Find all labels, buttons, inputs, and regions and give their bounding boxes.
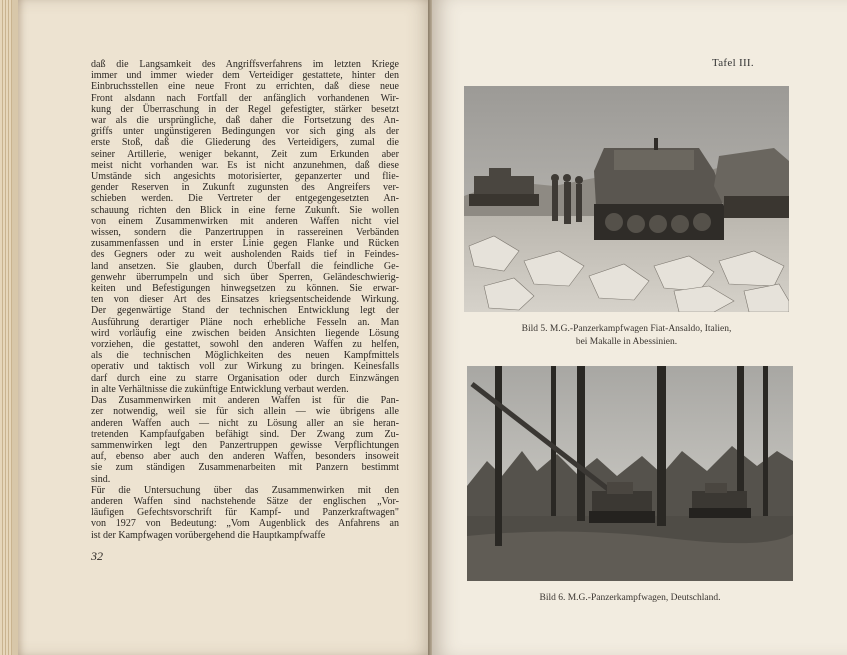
body-text-line: immer und immer wieder dem Verteidiger gestattete, hinter den: [91, 70, 399, 82]
body-text-line: Umstände sich angesichts motorisierter, gepanzerter und flie-: [91, 171, 399, 183]
body-text-line: schieben werden. Die Vertreter der entgegengesetzten An-: [91, 193, 399, 205]
body-text-line: vorziehen, die gestattet, sowohl den anderen Waffen zu helfen,: [91, 339, 399, 351]
body-text-line: wissen, sondern die Panzertruppen in rassereinen Verbänden: [91, 227, 399, 239]
page-number: 32: [91, 549, 103, 563]
body-text-line: sammenwirken legt den Panzertruppen gewisse Verpflichtungen: [91, 439, 399, 451]
body-text-line: sie zum ständigen Zusammenarbeiten mit Panzern bestimmt: [91, 462, 399, 474]
body-text-line: griffs unter ungünstigeren Bedingungen vor sich ging als der: [91, 126, 399, 138]
body-text-line: in alte Verhältnisse die zukünftige Entwicklung verbaut werden.: [91, 383, 349, 395]
body-text-line: Das Zusammenwirken mit anderen Waffen ist für die Pan-: [91, 395, 399, 407]
caption-figure-5: [464, 323, 789, 349]
body-text-line: daß die Langsamkeit des Angriffsverfahrens im letzten Kriege: [91, 59, 399, 70]
body-text-line: land ansetzen. Sie glauben, durch Überfall die feindliche Ge-: [91, 260, 399, 272]
body-text-line: von einem Zusammenwirken mit anderen Waffen nicht viel: [91, 215, 399, 227]
photo-tank-germany-image: [467, 366, 793, 581]
body-text-line: genwehr überrumpeln und sich über Sperren, Geländeschwierig-: [91, 271, 399, 283]
caption-figure-6: Bild 6. M.G.-Panzerkampfwagen, Deutschland.: [539, 593, 721, 603]
body-text-line: zer notwendig, weil sie für sich allein — wie übrigens alle: [91, 406, 399, 418]
caption-figure-5-line1: Bild 5. M.G.-Panzerkampfwagen Fiat-Ansaldo, Italien,: [521, 324, 732, 334]
photo-tank-italy: [464, 86, 789, 312]
body-text-line: Der gegenwärtige Stand der technischen Entwicklung legt der: [91, 305, 399, 317]
body-text-line: läufigen Gefechtsvorschrift für Kampf- und Panzerkraftwagen": [91, 507, 399, 519]
photo-tank-germany: [467, 366, 793, 581]
body-text-line: darf durch eine zu starre Organisation oder durch Einzwängen: [91, 372, 399, 384]
body-text-line: Für die Untersuchung über das Zusammenwirken mit den: [91, 484, 399, 496]
body-text-line: Front alsdann nach Fortfall der anfänglich vorhandenen Wir-: [91, 92, 399, 104]
body-text-line: anderen Waffen sind nachstehende Sätze der englischen „Vor-: [91, 495, 399, 507]
body-text-line: sind.: [91, 473, 111, 485]
plate-label: Tafel III.: [712, 57, 754, 69]
body-text-line: ist der Kampfwagen vorübergehend die Hauptkampfwaffe: [91, 529, 326, 541]
body-text-line: des Gegners oder zu weit ausholenden Raids tief in Feindes-: [91, 249, 399, 261]
body-text-line: gender Reserven in Zukunft zugunsten des Angreifers ver-: [91, 182, 399, 194]
body-text-line: zusammenfassen und in erster Linie gegen Flanke und Rücken: [91, 238, 399, 250]
body-text-line: seiner Artillerie, weniger bekannt, Zeit zum Erkunden aber: [91, 148, 399, 160]
body-text-line: Ausführung derartiger Pläne noch erhebliche Fesseln an. Man: [91, 316, 399, 328]
body-text-line: tretenden Kampfaufgaben befähigt sind. Der Zwang zum Zu-: [91, 428, 399, 440]
photo-tank-italy-image: [464, 86, 789, 312]
caption-figure-5-line2: bei Makalle in Abessinien.: [575, 337, 678, 347]
body-text: [91, 59, 399, 541]
body-text-line: erste Stoß, daß die Gliederung des Verteidigers, zumal die: [91, 137, 399, 149]
body-text-line: auf, ebenso aber auch den anderen Waffen, besonders insoweit: [91, 451, 399, 463]
body-text-line: keiten und Befestigungen hinwegsetzen zu können. Sie erwar-: [91, 283, 399, 295]
body-text-line: war als die ursprüngliche, daß daher die Fortsetzung des An-: [91, 115, 399, 127]
body-text-line: anderen Waffen auch — nicht zu Lösung aller an sie heran-: [91, 417, 399, 429]
body-text-line: von 1927 von Bedeutung: „Vom Augenblick des Anfahrens an: [91, 518, 399, 530]
body-text-line: ten von dieser Art des Einsatzes kriegsentscheidende Wirkung.: [91, 294, 399, 306]
body-text-line: schauung richten den Blick in eine ferne Zukunft. Sie wollen: [91, 204, 399, 216]
body-text-line: als die technischen Möglichkeiten des neuen Kampfmittels: [91, 350, 399, 362]
body-text-line: Einbruchsstellen eine neue Front zu errichten, daß diese neue: [91, 81, 399, 93]
body-text-line: meist nicht vorhanden war. Es ist nicht anzunehmen, daß diese: [91, 159, 399, 171]
body-text-line: operativ und taktisch voll zur Wirkung zu bringen. Keinesfalls: [91, 361, 399, 373]
body-text-line: kung der Überraschung in der Regel gefestigter, stärker besetzt: [91, 103, 399, 115]
body-text-line: wird vorläufig eine zwischen beiden Ansichten liegende Lösung: [91, 327, 399, 339]
